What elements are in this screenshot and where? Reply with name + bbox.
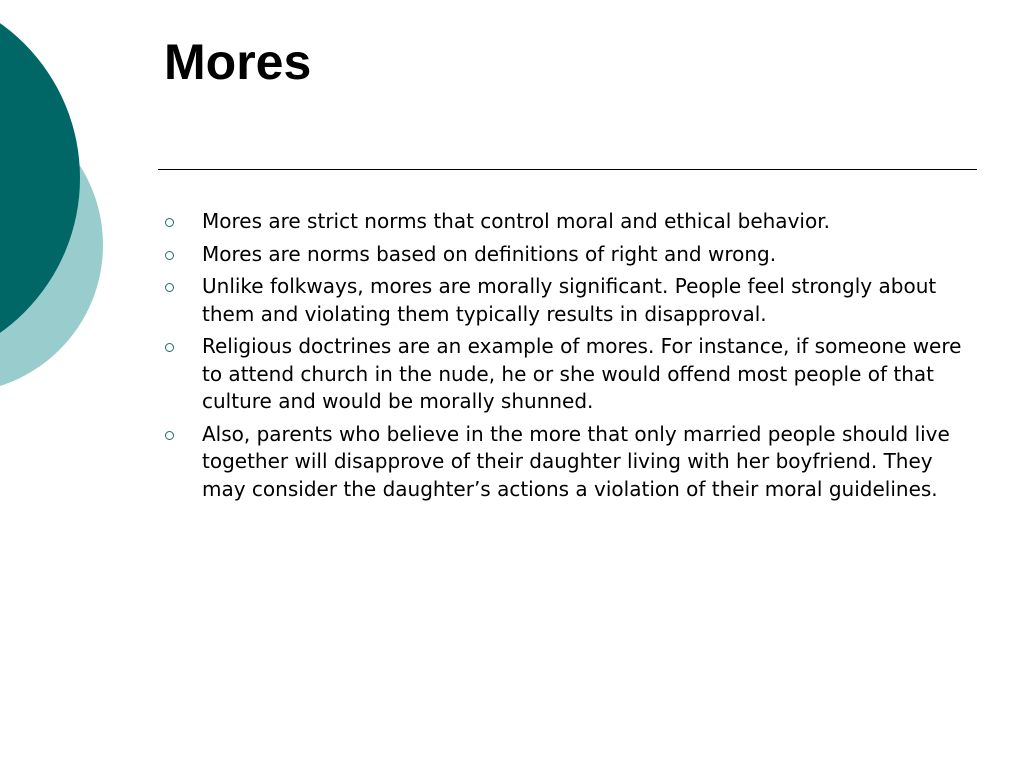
bullet-item — [163, 421, 963, 504]
bullet-item — [163, 333, 963, 416]
bullet-circle-icon — [165, 251, 174, 260]
bullet-text: Religious doctrines are an example of mores. For instance, if someone were to attend church in the nude, he or she would offend most people of that culture and would be morally shunned. — [202, 334, 962, 413]
title-divider — [158, 169, 977, 170]
bullet-text: Mores are strict norms that control moral and ethical behavior. — [202, 209, 830, 233]
bullet-circle-icon — [165, 283, 174, 292]
bullet-item — [163, 241, 963, 269]
bullet-item — [163, 208, 963, 236]
bullet-list — [163, 208, 963, 508]
bullet-circle-icon — [165, 218, 174, 227]
bullet-text: Also, parents who believe in the more that only married people should live together will disapprove of their daughter living with her boyfriend. They may consider the daughter’s actions a violation of their moral guidelines. — [202, 421, 950, 501]
bullet-circle-icon — [165, 431, 174, 440]
slide-title: Mores — [164, 34, 312, 90]
bullet-text: Unlike folkways, mores are morally significant. People feel strongly about them and violating them typically results in disapproval. — [202, 274, 937, 326]
decorative-circles — [0, 0, 120, 420]
bullet-text: Mores are norms based on definitions of right and wrong. — [202, 241, 777, 266]
bullet-item — [163, 273, 963, 328]
bullet-circle-icon — [165, 343, 174, 352]
